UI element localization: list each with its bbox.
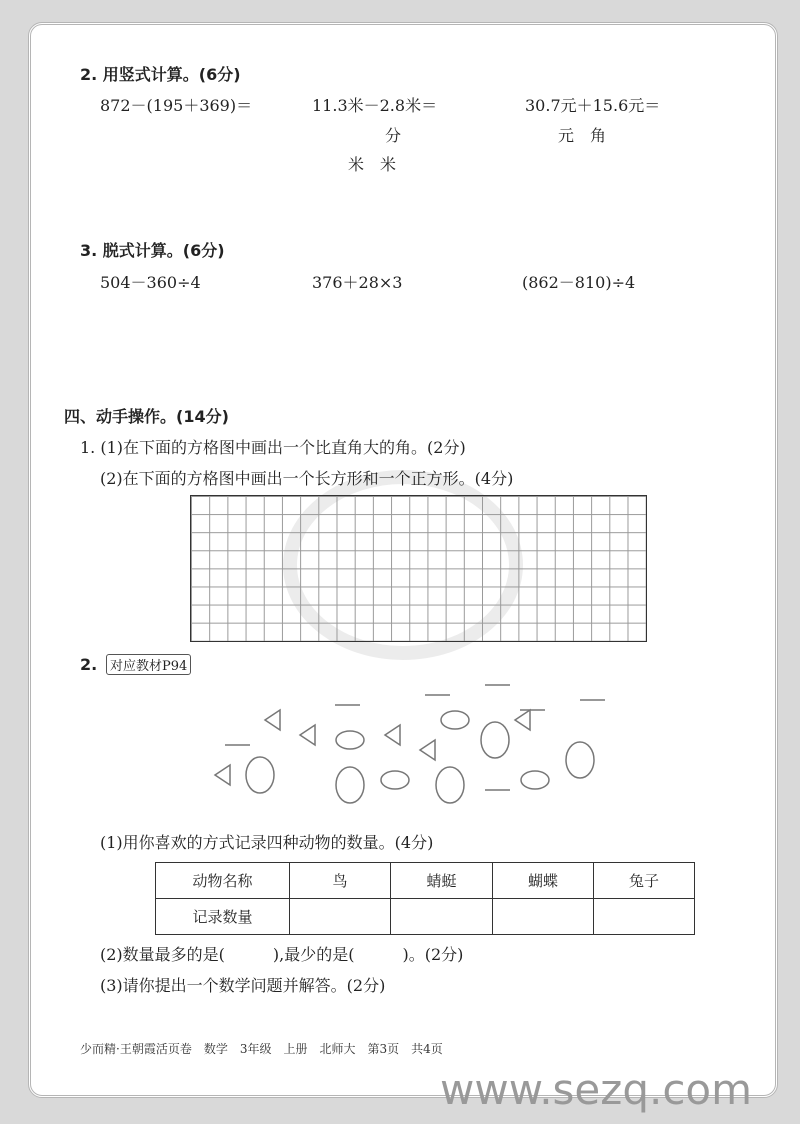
unit-yuan-jiao: 元 角 — [558, 126, 607, 145]
unit-mi: 米 米 — [348, 155, 397, 174]
header-cell: 动物名称 — [156, 863, 290, 899]
q2-item-3: 30.7元＋15.6元＝ — [525, 96, 661, 115]
animals-illustration — [205, 680, 615, 820]
textbook-tag: 对应教材P94 — [106, 654, 191, 675]
q3-item-1: 504－360÷4 — [100, 273, 201, 292]
q1-part2: (2)在下面的方格图中画出一个长方形和一个正方形。(4分) — [100, 469, 514, 488]
header-cell: 兔子 — [594, 863, 695, 899]
header-cell: 蝴蝶 — [493, 863, 594, 899]
drawing-grid[interactable] — [190, 495, 647, 642]
header-cell: 鸟 — [290, 863, 391, 899]
footer: 少而精·王朝霞活页卷 数学 3年级 上册 北师大 第3页 共4页 — [80, 1042, 443, 1056]
answer-cell[interactable] — [594, 899, 695, 935]
q2-title: 2. 用竖式计算。(6分) — [80, 65, 241, 84]
q3-item-2: 376＋28×3 — [312, 273, 403, 292]
part1-text: (1)用你喜欢的方式记录四种动物的数量。(4分) — [100, 833, 434, 852]
site-watermark: www.sezq.com — [440, 1065, 753, 1114]
answer-cell[interactable] — [391, 899, 493, 935]
q1-part1: 1. (1)在下面的方格图中画出一个比直角大的角。(2分) — [80, 438, 466, 457]
animal-count-table — [155, 862, 695, 935]
answer-cell[interactable] — [290, 899, 391, 935]
part2-text: (2)数量最多的是( ),最少的是( )。(2分) — [100, 945, 464, 964]
q3-title: 3. 脱式计算。(6分) — [80, 241, 225, 260]
q2-item-1: 872－(195＋369)＝ — [100, 96, 253, 115]
row-label: 记录数量 — [156, 899, 290, 935]
q2-item-2: 11.3米－2.8米＝ — [312, 96, 438, 115]
part3-text: (3)请你提出一个数学问题并解答。(2分) — [100, 976, 386, 995]
section4-title: 四、动手操作。(14分) — [64, 407, 229, 426]
q3-item-3: (862－810)÷4 — [522, 273, 636, 292]
q2-number: 2. — [80, 655, 98, 674]
unit-fen: 分 — [385, 126, 402, 145]
header-cell: 蜻蜓 — [391, 863, 493, 899]
answer-cell[interactable] — [493, 899, 594, 935]
